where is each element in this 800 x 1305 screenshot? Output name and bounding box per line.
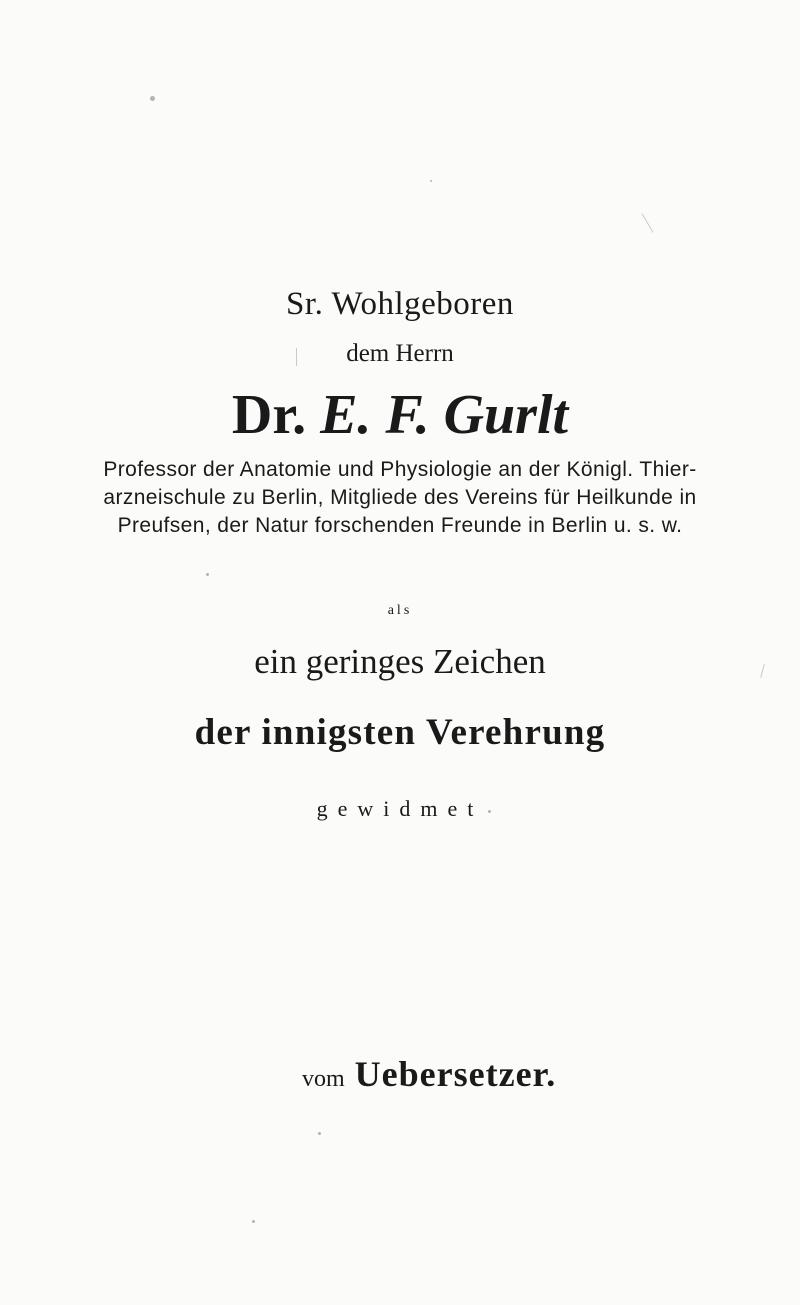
description-line: Professor der Anatomie und Physiologie an der Königl. Thier- [103, 458, 697, 481]
name-initials: E. F. [320, 384, 430, 446]
salutation: Sr. Wohlgeboren [286, 286, 514, 322]
paper-speck [206, 573, 209, 576]
dem-herrn: dem Herrn [346, 340, 454, 367]
description-line: arzneischule zu Berlin, Mitgliede des Vereins für Heilkunde in [103, 486, 697, 509]
paper-mark [642, 213, 654, 233]
paper-speck [150, 96, 155, 101]
recipient-name [0, 383, 800, 447]
name-surname: Gurlt [443, 384, 569, 446]
description-line: Preufsen, der Natur forschenden Freunde in Berlin u. s. w. [117, 514, 683, 537]
signature-line [302, 1053, 556, 1095]
verehrung-line: der innigsten Verehrung [194, 712, 606, 753]
uebersetzer-word: Uebersetzer. [354, 1054, 557, 1094]
paper-speck [318, 1132, 321, 1135]
gewidmet-word: gewidmet [316, 796, 484, 821]
als-word: als [387, 603, 413, 618]
zeichen-line: ein geringes Zeichen [254, 642, 546, 681]
name-title: Dr. [231, 384, 307, 446]
vom-word: vom [302, 1066, 345, 1092]
paper-speck [430, 180, 432, 182]
paper-speck [252, 1220, 255, 1223]
